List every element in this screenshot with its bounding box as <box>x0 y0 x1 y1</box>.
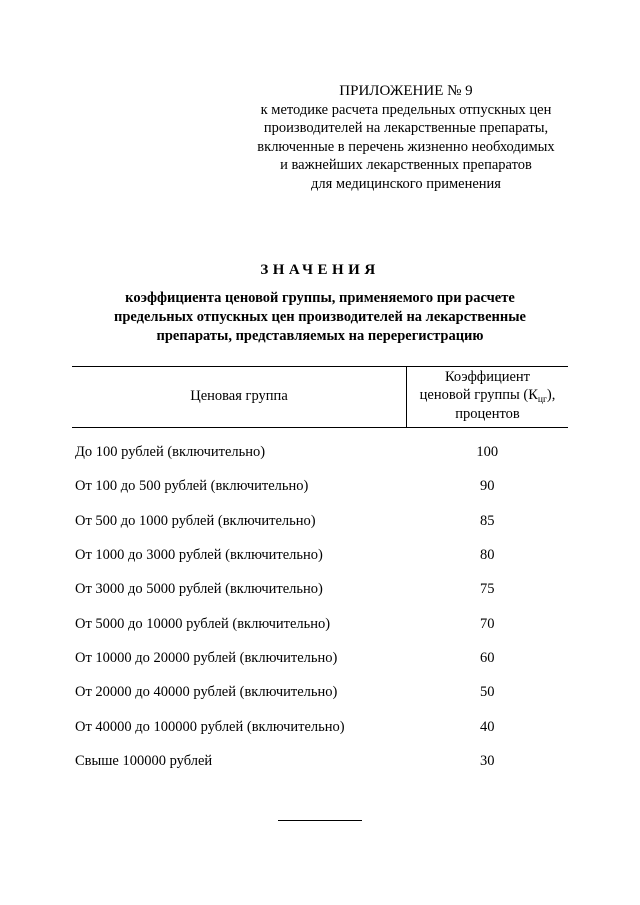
annex-line: для медицинского применения <box>311 175 501 192</box>
document-heading <box>60 262 580 345</box>
table-header-row <box>72 367 568 428</box>
header-price-group: Ценовая группа <box>72 367 407 428</box>
coefficient-table <box>72 366 568 778</box>
end-divider <box>278 820 362 821</box>
price-group-cell: От 3000 до 5000 рублей (включительно) <box>75 581 323 598</box>
header-coefficient <box>407 367 569 428</box>
table-row <box>72 538 568 572</box>
table-row <box>72 744 568 778</box>
annex-line: включенные в перечень жизненно необходимых <box>257 138 555 155</box>
header-coefficient-suffix: ), <box>546 386 556 403</box>
header-coefficient-prefix: ценовой группы (К <box>419 386 538 403</box>
header-coefficient-subscript: цг <box>537 394 547 405</box>
coefficient-cell: 40 <box>480 718 495 735</box>
table-row <box>72 641 568 675</box>
annex-line: и важнейших лекарственных препаратов <box>280 157 532 174</box>
annex-title: ПРИЛОЖЕНИЕ № 9 <box>339 83 473 99</box>
table-row <box>72 573 568 607</box>
table-row <box>72 607 568 641</box>
price-group-cell: От 100 до 500 рублей (включительно) <box>75 478 309 495</box>
header-coefficient-line: Коэффициент <box>444 369 531 385</box>
price-group-cell: Свыше 100000 рублей <box>75 752 213 769</box>
price-group-cell: От 1000 до 3000 рублей (включительно) <box>75 547 323 564</box>
document-subtitle-line: препараты, представляемых на перерегистрацию <box>156 327 484 344</box>
coefficient-cell: 75 <box>480 581 495 598</box>
header-coefficient-line <box>407 387 568 407</box>
document-subtitle-line: предельных отпускных цен производителей на лекарственные <box>114 308 526 325</box>
table-row <box>72 504 568 538</box>
coefficient-cell: 85 <box>480 512 495 529</box>
price-group-cell: От 500 до 1000 рублей (включительно) <box>75 512 316 529</box>
table-row <box>72 470 568 504</box>
price-group-cell: До 100 рублей (включительно) <box>75 444 266 461</box>
table-row <box>72 427 568 470</box>
price-group-cell: От 5000 до 10000 рублей (включительно) <box>75 615 331 632</box>
price-group-cell: От 10000 до 20000 рублей (включительно) <box>75 649 338 666</box>
annex-line: к методике расчета предельных отпускных цен <box>260 101 552 118</box>
document-title: ЗНАЧЕНИЯ <box>260 262 380 278</box>
annex-header <box>240 82 572 194</box>
coefficient-cell: 30 <box>480 752 495 769</box>
coefficient-cell: 80 <box>480 547 495 564</box>
table-row <box>72 710 568 744</box>
document-subtitle-line: коэффициента ценовой группы, применяемого при расчете <box>125 290 515 306</box>
coefficient-cell: 60 <box>480 649 495 666</box>
coefficient-cell: 90 <box>480 478 495 495</box>
header-coefficient-line: процентов <box>455 406 520 422</box>
price-group-cell: От 20000 до 40000 рублей (включительно) <box>75 684 338 701</box>
price-group-cell: От 40000 до 100000 рублей (включительно) <box>75 718 345 735</box>
coefficient-cell: 100 <box>476 444 499 461</box>
annex-line: производителей на лекарственные препараты, <box>263 120 549 137</box>
table-row <box>72 676 568 710</box>
coefficient-cell: 70 <box>480 615 495 632</box>
coefficient-cell: 50 <box>480 684 495 701</box>
